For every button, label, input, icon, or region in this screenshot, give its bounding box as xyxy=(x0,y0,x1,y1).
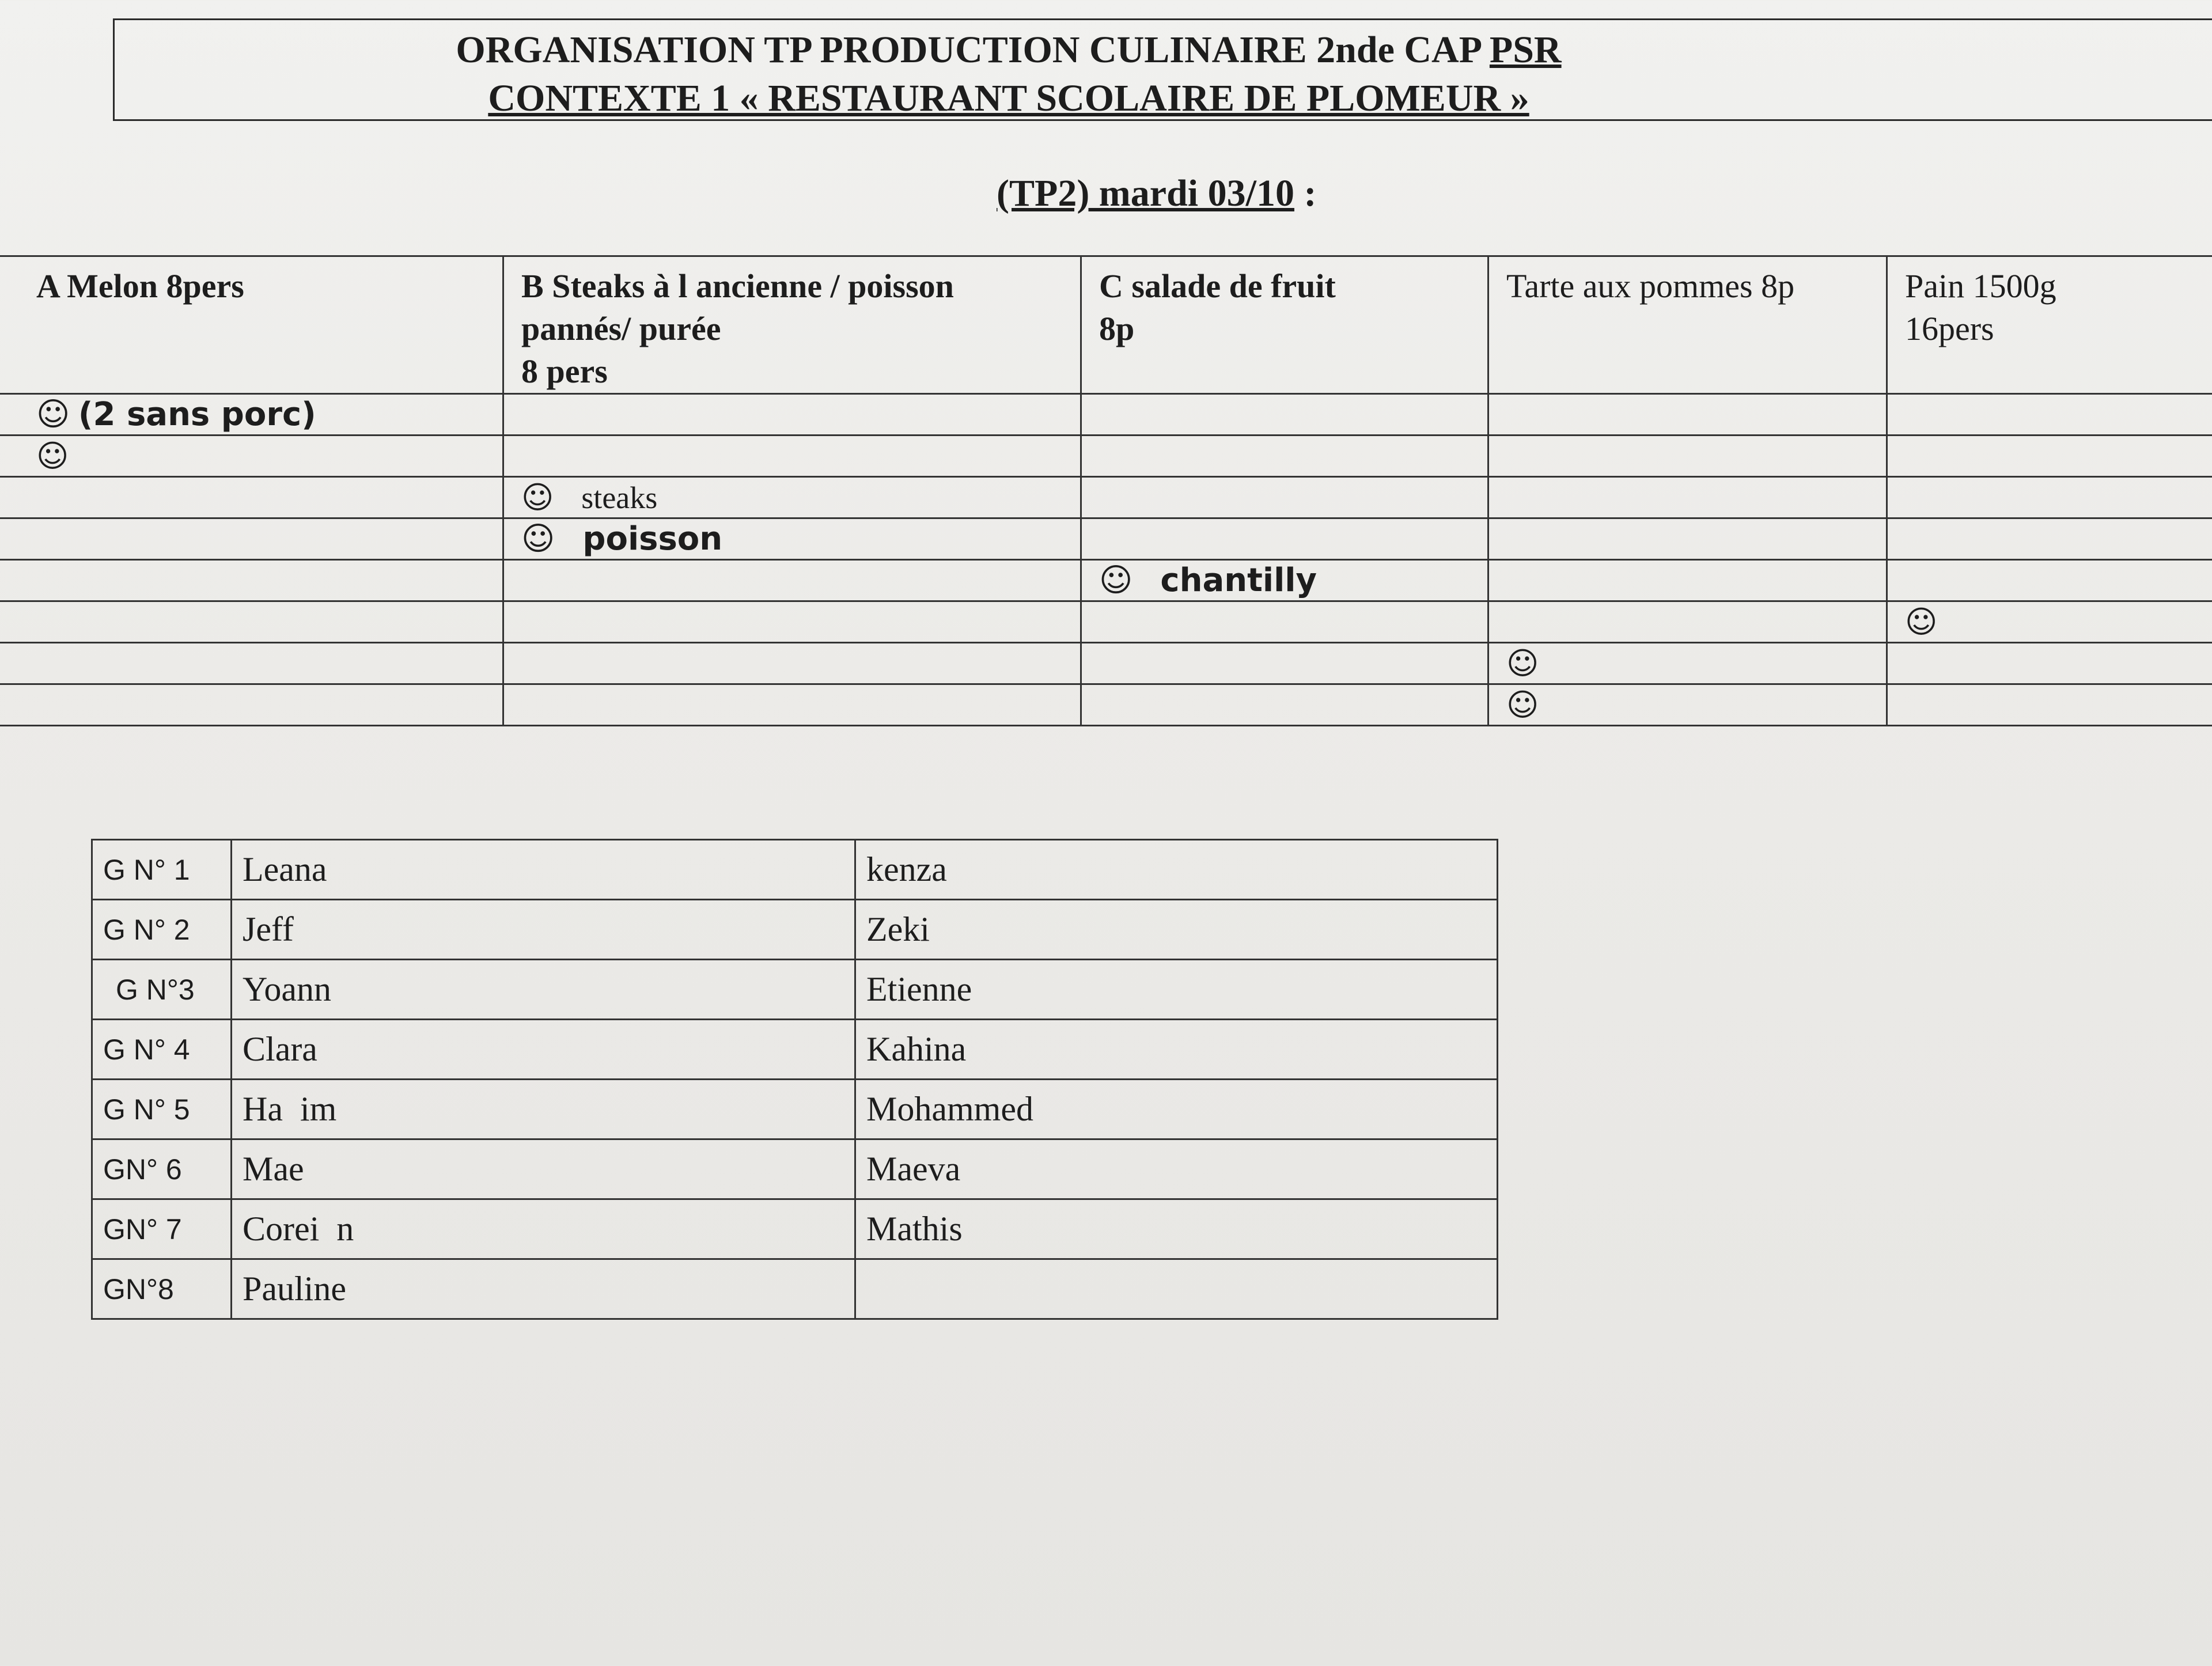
smiley-icon: ☺ xyxy=(1905,604,1938,640)
cell-empty xyxy=(1887,643,2212,684)
student-1: Corei n xyxy=(232,1199,855,1259)
group-number: G N° 1 xyxy=(92,840,232,900)
cell-empty xyxy=(503,684,1081,726)
menu-header-c xyxy=(1081,256,1488,394)
dish-e-line-2: 16pers xyxy=(1905,310,1994,347)
group-row xyxy=(92,1020,1498,1080)
student-2: Maeva xyxy=(855,1139,1498,1199)
title-text-1: ORGANISATION TP PRODUCTION CULINAIRE 2nde CAP xyxy=(456,29,1490,71)
student-1: Leana xyxy=(232,840,855,900)
title-line-1 xyxy=(0,26,2212,74)
cell-empty xyxy=(1887,436,2212,477)
smiley-icon: ☺ xyxy=(36,438,69,474)
menu-header-row xyxy=(0,256,2212,394)
cell-empty xyxy=(503,643,1081,684)
group-row xyxy=(92,1139,1498,1199)
dish-c-line-1: C salade de fruit xyxy=(1099,267,1336,305)
student-2: Etienne xyxy=(855,960,1498,1020)
cell-empty xyxy=(0,518,503,560)
date-suffix: : xyxy=(1294,172,1317,214)
menu-row-5 xyxy=(0,560,2212,601)
cell-empty xyxy=(1887,518,2212,560)
student-2: Zeki xyxy=(855,900,1498,960)
menu-row-8 xyxy=(0,684,2212,726)
smiley-icon: ☺ xyxy=(1506,645,1539,681)
task-poisson: poisson xyxy=(582,520,723,558)
cell-empty xyxy=(1081,601,1488,643)
cell-r1-a xyxy=(0,394,503,436)
student-1: Mae xyxy=(232,1139,855,1199)
session-date xyxy=(997,172,1316,215)
title-psr: PSR xyxy=(1489,29,1562,71)
cell-empty xyxy=(1081,477,1488,518)
cell-empty xyxy=(503,394,1081,436)
groups-table xyxy=(91,839,1498,1320)
cell-r6-e xyxy=(1887,601,2212,643)
student-1: Pauline xyxy=(232,1259,855,1319)
menu-header-b xyxy=(503,256,1081,394)
smiley-icon: ☺ xyxy=(521,520,555,558)
student-1: Jeff xyxy=(232,900,855,960)
date-text: (TP2) mardi 03/10 xyxy=(997,172,1294,214)
cell-empty xyxy=(503,560,1081,601)
cell-empty xyxy=(503,436,1081,477)
cell-empty xyxy=(1488,601,1887,643)
cell-empty xyxy=(1081,684,1488,726)
title-line-2: CONTEXTE 1 « RESTAURANT SCOLAIRE DE PLOMEUR » xyxy=(488,77,1529,119)
dish-b-line-2: pannés/ purée xyxy=(521,310,721,347)
cell-empty xyxy=(0,560,503,601)
group-number: GN° 7 xyxy=(92,1199,232,1259)
title-box xyxy=(113,18,2212,121)
group-row xyxy=(92,1259,1498,1319)
cell-empty xyxy=(1887,394,2212,436)
group-number: G N° 2 xyxy=(92,900,232,960)
menu-header-d xyxy=(1488,256,1887,394)
group-row xyxy=(92,900,1498,960)
cell-empty xyxy=(1081,436,1488,477)
student-2: Kahina xyxy=(855,1020,1498,1080)
group-number: G N°3 xyxy=(92,960,232,1020)
task-steaks: steaks xyxy=(581,480,658,515)
student-2: Mathis xyxy=(855,1199,1498,1259)
smiley-icon: ☺ xyxy=(1506,687,1539,723)
cell-r2-a xyxy=(0,436,503,477)
student-2: Mohammed xyxy=(855,1080,1498,1139)
smiley-icon: ☺ xyxy=(36,396,70,433)
menu-row-2 xyxy=(0,436,2212,477)
cell-empty xyxy=(503,601,1081,643)
menu-header-e xyxy=(1887,256,2212,394)
cell-empty xyxy=(0,601,503,643)
menu-row-6 xyxy=(0,601,2212,643)
group-number: GN° 6 xyxy=(92,1139,232,1199)
student-2: kenza xyxy=(855,840,1498,900)
cell-empty xyxy=(1488,436,1887,477)
group-row xyxy=(92,840,1498,900)
cell-empty xyxy=(1488,518,1887,560)
cell-r8-d xyxy=(1488,684,1887,726)
cell-empty xyxy=(1488,560,1887,601)
cell-empty xyxy=(0,684,503,726)
cell-r3-b xyxy=(503,477,1081,518)
student-1: Yoann xyxy=(232,960,855,1020)
dish-b-line-3: 8 pers xyxy=(521,353,608,390)
menu-row-4 xyxy=(0,518,2212,560)
cell-r4-b xyxy=(503,518,1081,560)
cell-empty xyxy=(1081,518,1488,560)
dish-a-line: A Melon 8pers xyxy=(36,267,244,305)
dish-b-line-1: B Steaks à l ancienne / poisson xyxy=(521,267,954,305)
menu-row-1 xyxy=(0,394,2212,436)
group-row xyxy=(92,960,1498,1020)
menu-row-7 xyxy=(0,643,2212,684)
group-number: GN°8 xyxy=(92,1259,232,1319)
menu-header-a xyxy=(0,256,503,394)
group-row xyxy=(92,1199,1498,1259)
cell-empty xyxy=(1488,477,1887,518)
menu-row-3 xyxy=(0,477,2212,518)
dish-c-line-2: 8p xyxy=(1099,310,1135,347)
cell-empty xyxy=(0,643,503,684)
cell-empty xyxy=(1887,560,2212,601)
cell-empty xyxy=(1887,684,2212,726)
student-1: Ha im xyxy=(232,1080,855,1139)
smiley-icon: ☺ xyxy=(521,479,554,516)
student-1: Clara xyxy=(232,1020,855,1080)
student-2 xyxy=(855,1259,1498,1319)
menu-table xyxy=(0,255,2212,726)
cell-empty xyxy=(1081,394,1488,436)
task-chantilly: chantilly xyxy=(1160,562,1317,599)
cell-empty xyxy=(1488,394,1887,436)
group-number: G N° 5 xyxy=(92,1080,232,1139)
cell-empty xyxy=(0,477,503,518)
smiley-icon: ☺ xyxy=(1099,562,1133,599)
dish-d-line: Tarte aux pommes 8p xyxy=(1506,267,1795,305)
group-number: G N° 4 xyxy=(92,1020,232,1080)
dish-e-line-1: Pain 1500g xyxy=(1905,267,2056,305)
cell-r5-c xyxy=(1081,560,1488,601)
cell-r7-d xyxy=(1488,643,1887,684)
cell-empty xyxy=(1081,643,1488,684)
cell-empty xyxy=(1887,477,2212,518)
note-sans-porc: (2 sans porc) xyxy=(78,396,316,433)
group-row xyxy=(92,1080,1498,1139)
